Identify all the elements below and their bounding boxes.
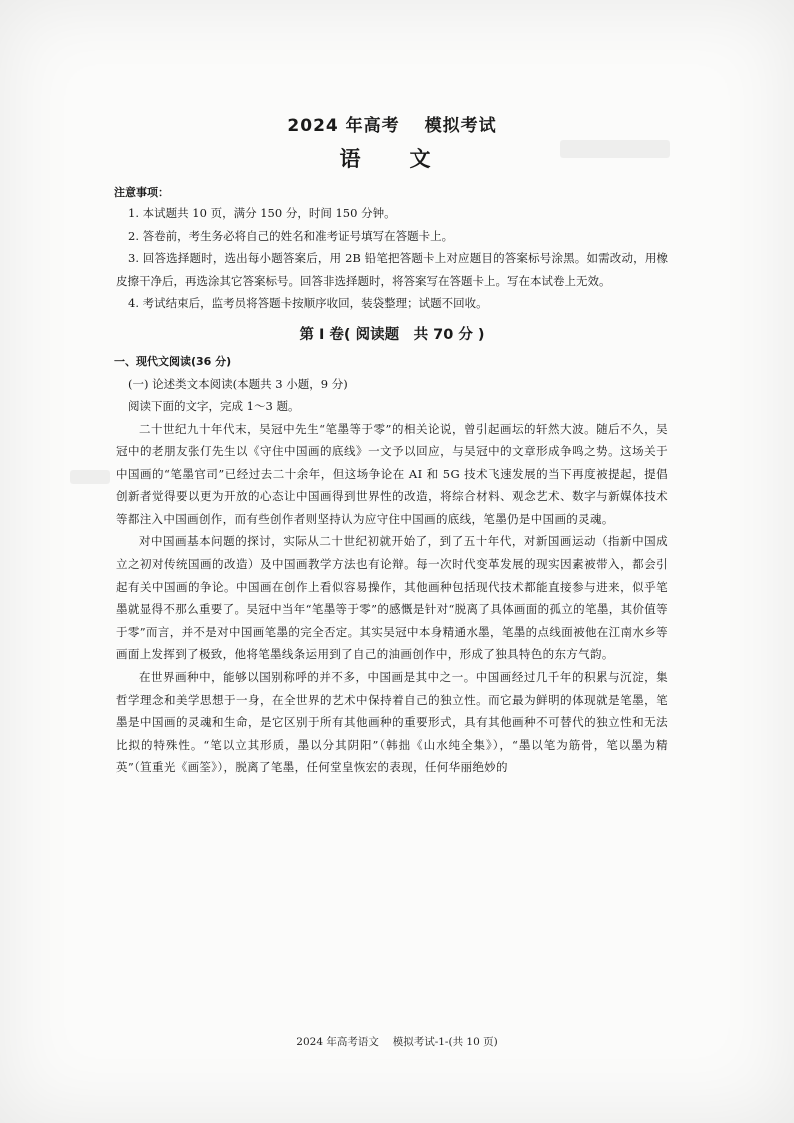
notice-item: 2. 答卷前，考生务必将自己的姓名和准考证号填写在答题卡上。 <box>128 228 454 243</box>
passage-paragraph: 二十世纪九十年代末，吴冠中先生“笔墨等于零”的相关论说，曾引起画坛的轩然大波。随后不久，吴冠中的老朋友张仃先生以《守住中国画的底线》一文予以回应，与吴冠中的文章形成争鸣之势。这场关于中国画的“笔墨官司”已经过去二十余年，但这场争论在 AI 和 5G 技术飞速发展的当下再度被提起，提倡创新者觉得要以更为开放的心态让中国画得到世界性的改造，将综合材料、观念艺术、数字与新媒体技术等都注入中国画创作，而有些创作者则坚持认为应守住中国画的底线，笔墨仍是中国画的灵魂。 <box>116 421 668 526</box>
notice-heading: 注意事项： <box>114 186 169 199</box>
reading-instruction: 阅读下面的文字，完成 1～3 题。 <box>128 399 300 413</box>
notice-item: 1. 本试题共 10 页，满分 150 分，时间 150 分钟。 <box>128 206 396 220</box>
page-footer: 2024 年高考语文 模拟考试-1-(共 10 页) <box>296 1036 498 1048</box>
part-heading: 一、现代文阅读(36 分) <box>114 354 232 368</box>
notice-item: 3. 回答选择题时，选出每小题答案后，用 2B 铅笔把答题卡上对应题目的答案标号涂黑。如需改动，用橡皮擦干净后，再选涂其它答案标号。回答非选择题时，将答案写在答题卡上。写在本试卷上无效。 <box>116 251 668 288</box>
subpart-heading: (一) 论述类文本阅读(本题共 3 小题，9 分) <box>128 376 348 391</box>
passage-paragraph: 对中国画基本问题的探讨，实际从二十世纪初就开始了，到了五十年代，对新国画运动（指新中国成立之初对传统国画的改造）及中国画教学方法也有论辩。每一次时代变革发展的现实因素被带入，都会引起有关中国画的争论。中国画在创作上看似容易操作，其他画种包括现代技术都能直接参与进来，似乎笔墨就显得不那么重要了。吴冠中当年“笔墨等于零”的感慨是针对“脱离了具体画面的孤立的笔墨，其价值等于零”而言，并不是对中国画笔墨的完全否定。其实吴冠中本身精通水墨，笔墨的点线面被他在江南水乡等画面上发挥到了极致，他将笔墨线条运用到了自己的油画创作中，形成了独具特色的东方气韵。 <box>116 534 668 662</box>
scan-smudge <box>70 470 110 484</box>
page-content <box>116 112 668 779</box>
notice-item: 4. 考试结束后，监考员将答题卡按顺序收回，装袋整理；试题不回收。 <box>128 296 488 310</box>
section-title: 第 Ⅰ 卷( 阅读题 共 70 分 ) <box>299 326 485 343</box>
subject-title: 语 文 <box>339 147 445 171</box>
passage-paragraph: 在世界画种中，能够以国别称呼的并不多，中国画是其中之一。中国画经过几千年的积累与沉淀，集哲学理念和美学思想于一身，在全世界的艺术中保持着自己的独立性。而它最为鲜明的体现就是笔墨，笔墨是中国画的灵魂和生命，是它区别于所有其他画种的重要形式，具有其他画种不可替代的独立性和无法比拟的特殊性。“笔以立其形质，墨以分其阴阳”（韩拙《山水纯全集》），“墨以笔为筋骨，笔以墨为精英”（笪重光《画筌》），脱离了笔墨，任何堂皇恢宏的表现，任何华丽绝妙的 <box>116 670 668 775</box>
exam-title: 2024 年高考 模拟考试 <box>287 116 497 136</box>
